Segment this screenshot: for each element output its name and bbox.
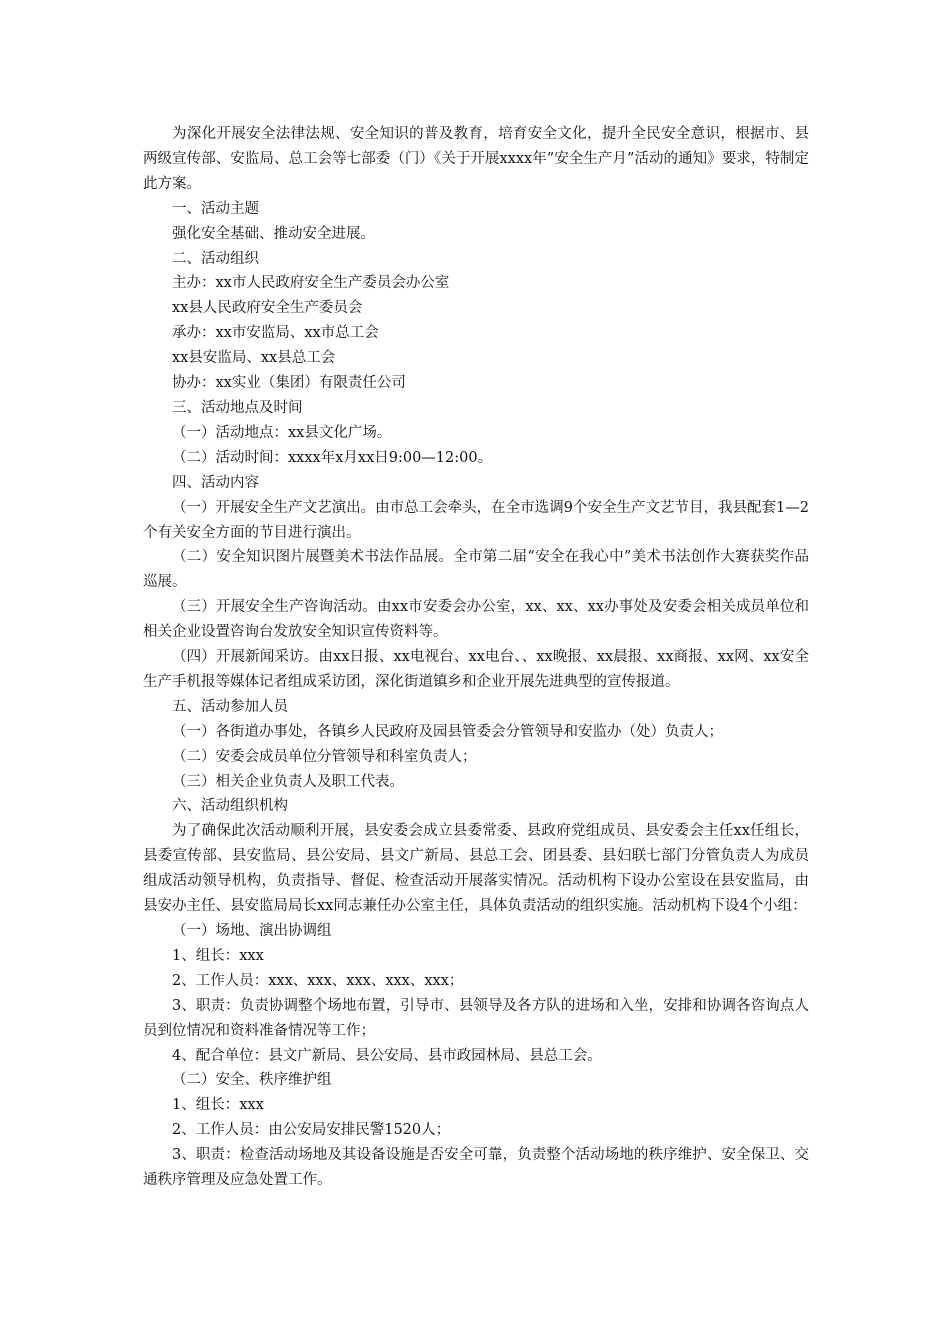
group-detail: 1、组长：xxx <box>172 1097 264 1114</box>
group-detail: 1、组长：xxx <box>172 947 264 964</box>
organizer-line: 主办：xx市人民政府安全生产委员会办公室 <box>172 275 450 292</box>
theme-text: 强化安全基础、推动安全进展。 <box>172 225 375 242</box>
organizer-line: xx县人民政府安全生产委员会 <box>172 300 363 317</box>
organizer-line: 承办：xx市安监局、xx市总工会 <box>172 325 379 342</box>
section-heading-location-time: 三、活动地点及时间 <box>172 399 303 416</box>
group-heading: （二）安全、秩序维护组 <box>172 1072 332 1089</box>
participant-item: （三）相关企业负责人及职工代表。 <box>172 773 404 790</box>
participant-item: （二）安委会成员单位分管领导和科室负责人； <box>172 748 477 765</box>
time-line: （二）活动时间：xxxx年x月xx日9:00—12:00。 <box>172 449 493 466</box>
content-item: （一）开展安全生产文艺演出。由市总工会牵头，在全市选调9个安全生产文艺节目，我县配套1—2个有关安全方面的节目进行演出。 <box>143 499 809 541</box>
section-heading-participants: 五、活动参加人员 <box>172 698 288 715</box>
structure-paragraph: 为了确保此次活动顺利开展，县安委会成立县委常委、县政府党组成员、县安委会主任xx任组长，县委宣传部、县安监局、县公安局、县文广新局、县总工会、团县委、县妇联七部门分管负责人为成员组成活动领导机构，负责指导、督促、检查活动开展落实情况。活动机构下设办公室设在县安监局，由县安办主任、县安监局局长xx同志兼任办公室主任，具体负责活动的组织实施。活动机构下设4个小组： <box>143 823 809 915</box>
location-line: （一）活动地点：xx县文化广场。 <box>172 424 392 441</box>
participant-item: （一）各街道办事处，各镇乡人民政府及园县管委会分管领导和安监办（处）负责人； <box>172 723 723 740</box>
section-heading-structure: 六、活动组织机构 <box>172 798 288 815</box>
group-detail: 2、工作人员：xxx、xxx、xxx、xxx、xxx； <box>172 972 464 989</box>
group-heading: （一）场地、演出协调组 <box>172 923 332 939</box>
content-item: （四）开展新闻采访。由xx日报、xx电视台、xx电台、、xx晚报、xx晨报、xx商报、xx网、xx安全生产手机报等媒体记者组成采访团，深化街道镇乡和企业开展先进典型的宣传报道。 <box>143 649 809 690</box>
section-heading-theme: 一、活动主题 <box>172 200 259 217</box>
group-detail: 3、职责：负责协调整个场地布置，引导市、县领导及各方队的进场和入坐，安排和协调各咨询点人员到位情况和资料准备情况等工作； <box>143 997 809 1039</box>
organizer-line: 协办：xx实业（集团）有限责任公司 <box>172 375 406 392</box>
group-detail: 2、工作人员：由公安局安排民警1520人； <box>172 1122 451 1139</box>
content-item: （二）安全知识图片展暨美术书法作品展。全市第二届“安全在我心中”美术书法创作大赛获奖作品巡展。 <box>143 549 809 591</box>
group-detail: 4、配合单位：县文广新局、县公安局、县市政园林局、县总工会。 <box>172 1047 602 1064</box>
content-item: （三）开展安全生产咨询活动。由xx市安委会办公室，xx、xx、xx办事处及安委会相关成员单位和相关企业设置咨询台发放安全知识宣传资料等。 <box>143 599 809 641</box>
section-heading-organization: 二、活动组织 <box>172 250 259 267</box>
group-detail: 3、职责：检查活动场地及其设备设施是否安全可靠，负责整个活动场地的秩序维护、安全保卫、交通秩序管理及应急处置工作。 <box>143 1147 809 1189</box>
organizer-line: xx县安监局、xx县总工会 <box>172 350 336 367</box>
section-heading-content: 四、活动内容 <box>172 474 259 491</box>
document-body <box>143 122 809 1193</box>
intro-paragraph: 为深化开展安全法律法规、安全知识的普及教育，培育安全文化，提升全民安全意识，根据市、县两级宣传部、安监局、总工会等七部委（门）《关于开展xxxx年”安全生产月”活动的通知》要求，特制定此方案。 <box>143 126 809 192</box>
